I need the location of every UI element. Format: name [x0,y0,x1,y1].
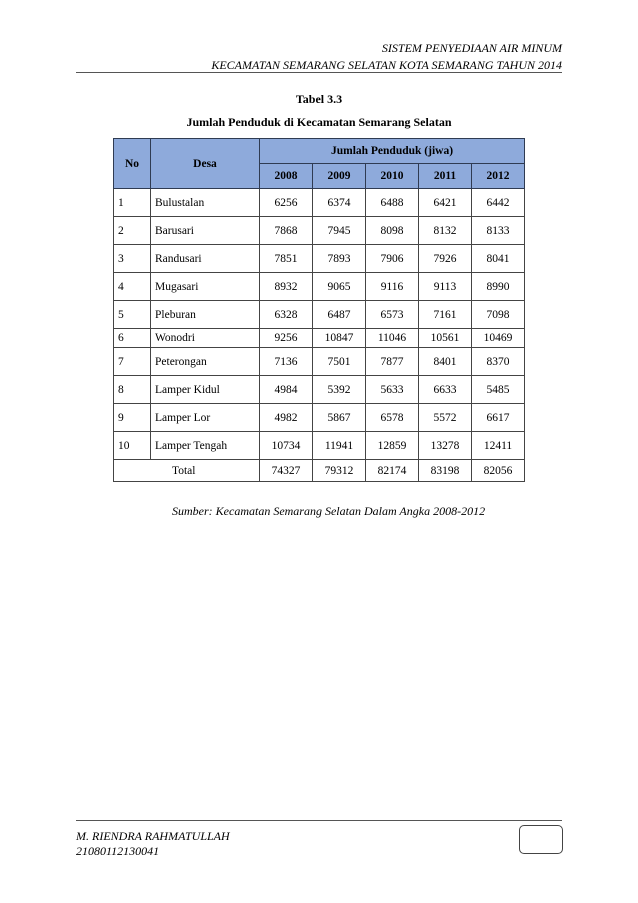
header-rule [76,72,562,73]
total-row [114,460,525,482]
column-header-desa: Desa [151,139,260,189]
table-row [114,329,525,348]
table-row [114,189,525,217]
cell-value: 6578 [366,404,419,432]
total-value: 82056 [472,460,525,482]
cell-value: 7906 [366,245,419,273]
column-header-no: No [114,139,151,189]
table-row [114,348,525,376]
cell-value: 6442 [472,189,525,217]
cell-value: 5633 [366,376,419,404]
cell-desa: Bulustalan [151,189,260,217]
cell-value: 8990 [472,273,525,301]
table-source: Sumber: Kecamatan Semarang Selatan Dalam Angka 2008-2012 [172,504,486,518]
cell-value: 10469 [472,329,525,348]
cell-value: 7893 [313,245,366,273]
total-value: 82174 [366,460,419,482]
cell-desa: Lamper Tengah [151,432,260,460]
footer-rule [76,820,562,821]
cell-value: 10847 [313,329,366,348]
cell-value: 5485 [472,376,525,404]
cell-value: 6633 [419,376,472,404]
cell-desa: Barusari [151,217,260,245]
cell-value: 5867 [313,404,366,432]
column-header-year: 2008 [260,164,313,189]
total-value: 83198 [419,460,472,482]
cell-no: 1 [114,189,151,217]
table-caption: Jumlah Penduduk di Kecamatan Semarang Selatan [186,115,452,129]
cell-no: 8 [114,376,151,404]
total-value: 74327 [260,460,313,482]
cell-desa: Randusari [151,245,260,273]
cell-value: 6374 [313,189,366,217]
cell-no: 10 [114,432,151,460]
cell-no: 4 [114,273,151,301]
cell-value: 6488 [366,189,419,217]
cell-no: 9 [114,404,151,432]
cell-value: 5392 [313,376,366,404]
cell-value: 8132 [419,217,472,245]
cell-value: 7098 [472,301,525,329]
header-line-2: KECAMATAN SEMARANG SELATAN KOTA SEMARANG TAHUN 2014 [211,58,562,72]
cell-value: 9065 [313,273,366,301]
cell-no: 7 [114,348,151,376]
table-row [114,217,525,245]
running-header [211,40,562,74]
cell-no: 5 [114,301,151,329]
cell-value: 12411 [472,432,525,460]
cell-desa: Lamper Kidul [151,376,260,404]
cell-value: 8401 [419,348,472,376]
cell-value: 7945 [313,217,366,245]
column-header-year: 2012 [472,164,525,189]
cell-value: 8133 [472,217,525,245]
cell-value: 6256 [260,189,313,217]
table-row [114,245,525,273]
table-row [114,432,525,460]
cell-no: 6 [114,329,151,348]
table-row [114,404,525,432]
author-id: 21080112130041 [76,844,160,858]
author-name: M. RIENDRA RAHMATULLAH [76,829,230,843]
cell-desa: Peterongan [151,348,260,376]
cell-value: 8370 [472,348,525,376]
cell-desa: Pleburan [151,301,260,329]
column-header-year: 2009 [313,164,366,189]
total-value: 79312 [313,460,366,482]
table-number: Tabel 3.3 [295,92,343,106]
total-label: Total [114,460,260,482]
column-header-year: 2010 [366,164,419,189]
cell-value: 11941 [313,432,366,460]
running-footer [76,829,230,859]
cell-value: 4984 [260,376,313,404]
column-header-year: 2011 [419,164,472,189]
cell-value: 6573 [366,301,419,329]
table-row [114,273,525,301]
header-line-1: SISTEM PENYEDIAAN AIR MINUM [381,41,562,55]
column-header-group: Jumlah Penduduk (jiwa) [260,139,525,164]
cell-desa: Wonodri [151,329,260,348]
cell-desa: Mugasari [151,273,260,301]
cell-value: 6487 [313,301,366,329]
table-row [114,376,525,404]
cell-desa: Lamper Lor [151,404,260,432]
cell-no: 2 [114,217,151,245]
cell-value: 5572 [419,404,472,432]
cell-value: 13278 [419,432,472,460]
cell-value: 7851 [260,245,313,273]
cell-value: 7926 [419,245,472,273]
cell-value: 9113 [419,273,472,301]
cell-value: 8098 [366,217,419,245]
cell-value: 6421 [419,189,472,217]
cell-value: 10734 [260,432,313,460]
cell-value: 8041 [472,245,525,273]
cell-value: 7501 [313,348,366,376]
cell-value: 7161 [419,301,472,329]
population-table [113,138,525,482]
cell-value: 9256 [260,329,313,348]
cell-value: 12859 [366,432,419,460]
table-row [114,301,525,329]
cell-value: 9116 [366,273,419,301]
cell-value: 10561 [419,329,472,348]
cell-value: 8932 [260,273,313,301]
page-number-box [519,825,563,854]
cell-no: 3 [114,245,151,273]
cell-value: 7868 [260,217,313,245]
cell-value: 4982 [260,404,313,432]
cell-value: 7877 [366,348,419,376]
cell-value: 6328 [260,301,313,329]
cell-value: 6617 [472,404,525,432]
cell-value: 11046 [366,329,419,348]
cell-value: 7136 [260,348,313,376]
